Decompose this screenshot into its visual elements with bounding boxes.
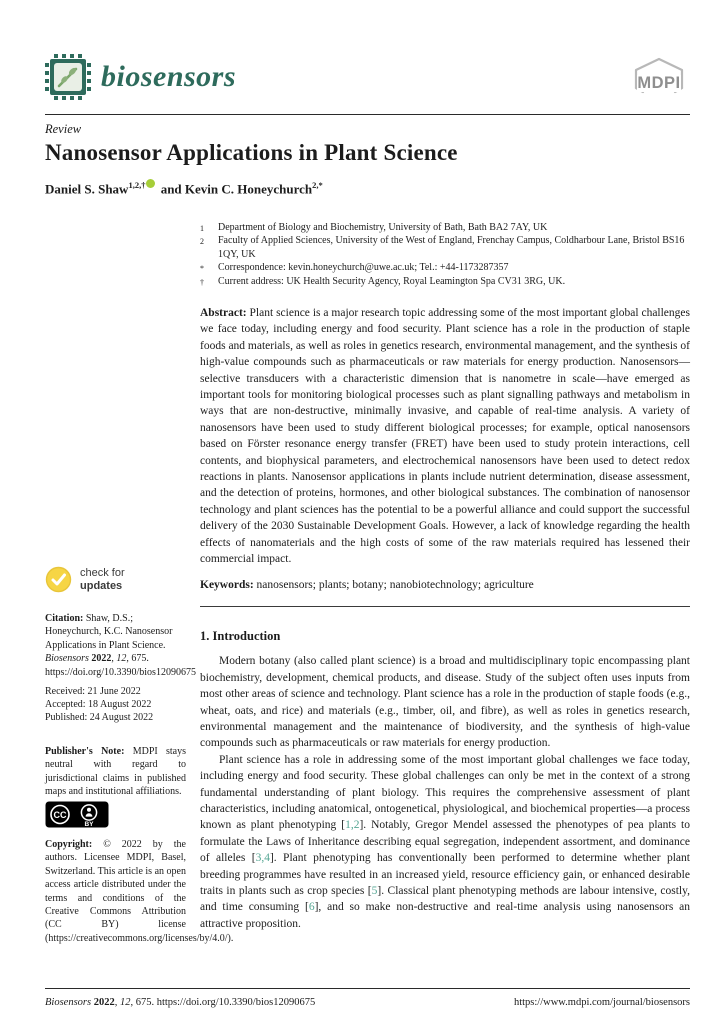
page-title: Nanosensor Applications in Plant Science	[45, 140, 458, 165]
footer-divider	[45, 988, 690, 989]
check-for-updates-label: check for updates	[80, 567, 125, 592]
crossmark-check-icon	[45, 566, 72, 593]
affiliation-marker: †	[200, 277, 204, 287]
affiliations	[200, 221, 692, 288]
mdpi-logo	[625, 54, 693, 100]
affiliation-marker: *	[200, 264, 204, 274]
affiliation-text: Faculty of Applied Sciences, University of the West of England, Frenchay Campus, Coldharbour Lane, Bristol BS16 1QY, UK	[218, 235, 685, 260]
correspondence-text[interactable]: Correspondence: kevin.honeychurch@uwe.ac.uk; Tel.: +44-1173287357	[218, 262, 509, 274]
citation-link[interactable]: 6	[308, 901, 315, 914]
affiliation-row	[200, 275, 692, 288]
orcid-icon[interactable]	[146, 179, 155, 188]
intro-paragraph-2: Plant science has a role in addressing some of the most important global challenges we face today, including energy and food security. These global challenges can only be met in the context of a strong fundamental understanding of plant biology. This requires the comprehensive assessment of plant characteristics, including anatomical, ontogenetical, physiological, and biochemical properties—a process known as plant phenotyping [1,2]. Notably, Gregor Mendel assessed the phenotypes of pea plants to formulate the Laws of Inheritance describing equal segregation, independent assortment, and dominance of alleles [3,4]. Plant phenotyping has conventionally been performed to determine whether plant breeding programmes have resulted in an increased yield, resource efficiency gain, or enhanced desirable traits in plants such as crop species [5]. Classical plant phenotyping methods are labour intensive, costly, and time consuming [6], and so make non-destructive and real-time analysis using nanosensors an attractive proposition.	[200, 753, 691, 930]
abstract: Abstract: Plant science is a major research topic addressing some of the most important global challenges we face today, including energy and food security. Plant science has a role in the production of staple foods and materials, as well as roles in genetics research, environmental management, and the synthesis of high-value compounds such as pharmaceuticals or raw materials for energy production. Nanosensors—selective transducers with a characteristic dimension that is nanometre in scale—have emerged as important tools for monitoring biological processes such as plant signalling pathways and metabolism in ways that are non-destructive, minimally invasive, and capable of real-time analysis. A variety of nanosensors have been used to study different biological processes; for example, optical nanosensors based on Förster resonance energy transfer (FRET) have been used to study protein interactions, cell contents, and biophysical parameters, and electrochemical nanosensors have been used to detect redox reactions in plants. Nanosensor applications in plants include nutrient determination, disease assessment, and the detection of proteins, hormones, and other biological substances. The combination of nanosensor technology and plant sciences has the potential to be a powerful alliance and could support the successful delivery of the 2030 Sustainable Development Goals. However, a lack of knowledge regarding the health effects of nanomaterials and the high costs of some of the raw materials required has lessened their commercial impact.	[200, 307, 690, 566]
article-dates	[45, 686, 186, 725]
intro-paragraph-1: Modern botany (also called plant science) is a broad and multidisciplinary topic encompassing plant biochemistry, development, chemical products, and disease. Study of the subject often uses inputs from most other areas of science and technology. Plant science has a role in the production of staple foods (e.g., wheat, oats, and rice) and materials (e.g., timber, oil, and fibre), as well as roles in genetics research, environmental management and the maintenance of biodiversity, and the synthesis of high-value compounds such as pharmaceuticals or raw materials for energy production.	[200, 655, 690, 750]
affiliation-row	[200, 261, 692, 274]
masthead-divider	[45, 114, 690, 115]
page-footer	[45, 988, 690, 1008]
author-1-name: Daniel S. Shaw	[45, 181, 129, 197]
affiliation-text: Current address: UK Health Security Agency, Royal Leamington Spa CV31 3RG, UK.	[218, 275, 566, 287]
published-date: Published: 24 August 2022	[45, 711, 154, 723]
article-type-label: Review	[45, 122, 82, 136]
author-2-name: Kevin C. Honeychurch	[184, 181, 313, 197]
biosensors-chip-logo-icon	[45, 54, 91, 100]
citation-link[interactable]: 5	[371, 885, 378, 897]
citation-link[interactable]: 1,2	[345, 819, 360, 832]
title-block	[45, 122, 690, 197]
masthead	[45, 54, 693, 100]
citation-block[interactable]: Citation: Shaw, D.S.; Honeychurch, K.C. Nanosensor Applications in Plant Science. Biosensors 2022, 12, 675. https://doi.org/10.3390/bios12090675	[45, 613, 196, 678]
check-for-updates-badge[interactable]	[45, 566, 125, 593]
authors-line	[45, 179, 690, 197]
keywords-divider	[200, 606, 690, 607]
copyright-block: Copyright: © 2022 by the authors. Licensee MDPI, Basel, Switzerland. This article is an open access article distributed under the terms and conditions of the Creative Commons Attribution (CC BY) license (https://creativecommons.org/licenses/by/4.0/).	[45, 839, 234, 944]
author-2-superscript: 2,*	[312, 180, 323, 190]
publisher-note: Publisher's Note: MDPI stays neutral with regard to jurisdictional claims in published maps and institutional affiliations.	[45, 746, 186, 798]
footer-citation-doi[interactable]: Biosensors 2022, 12, 675. https://doi.org/10.3390/bios12090675	[45, 997, 316, 1008]
affiliation-row	[200, 221, 692, 234]
affiliation-marker: 1	[200, 224, 204, 233]
authors-joiner: and	[157, 181, 185, 197]
section-heading-introduction: 1. Introduction	[200, 628, 281, 643]
affiliation-row	[200, 234, 692, 261]
affiliation-text: Department of Biology and Biochemistry, University of Bath, Bath BA2 7AY, UK	[218, 222, 548, 233]
journal-brand	[45, 54, 236, 100]
journal-name: biosensors	[101, 60, 237, 93]
main-column	[200, 305, 690, 932]
keywords: Keywords: nanosensors; plants; botany; nanobiotechnology; agriculture	[200, 578, 534, 591]
svg-text:MDPI: MDPI	[637, 74, 681, 92]
affiliation-marker: 2	[200, 237, 204, 247]
footer-journal-url[interactable]: https://www.mdpi.com/journal/biosensors	[513, 997, 690, 1008]
cc-by-icon	[45, 801, 109, 828]
svg-text:CC: CC	[53, 810, 67, 820]
citation-link[interactable]: 3,4	[255, 852, 270, 865]
accepted-date: Accepted: 18 August 2022	[45, 698, 152, 710]
cc-by-license-badge[interactable]	[45, 801, 109, 833]
author-1-superscript: 1,2,†	[128, 180, 146, 190]
svg-text:BY: BY	[84, 821, 94, 828]
received-date: Received: 21 June 2022	[45, 686, 141, 697]
